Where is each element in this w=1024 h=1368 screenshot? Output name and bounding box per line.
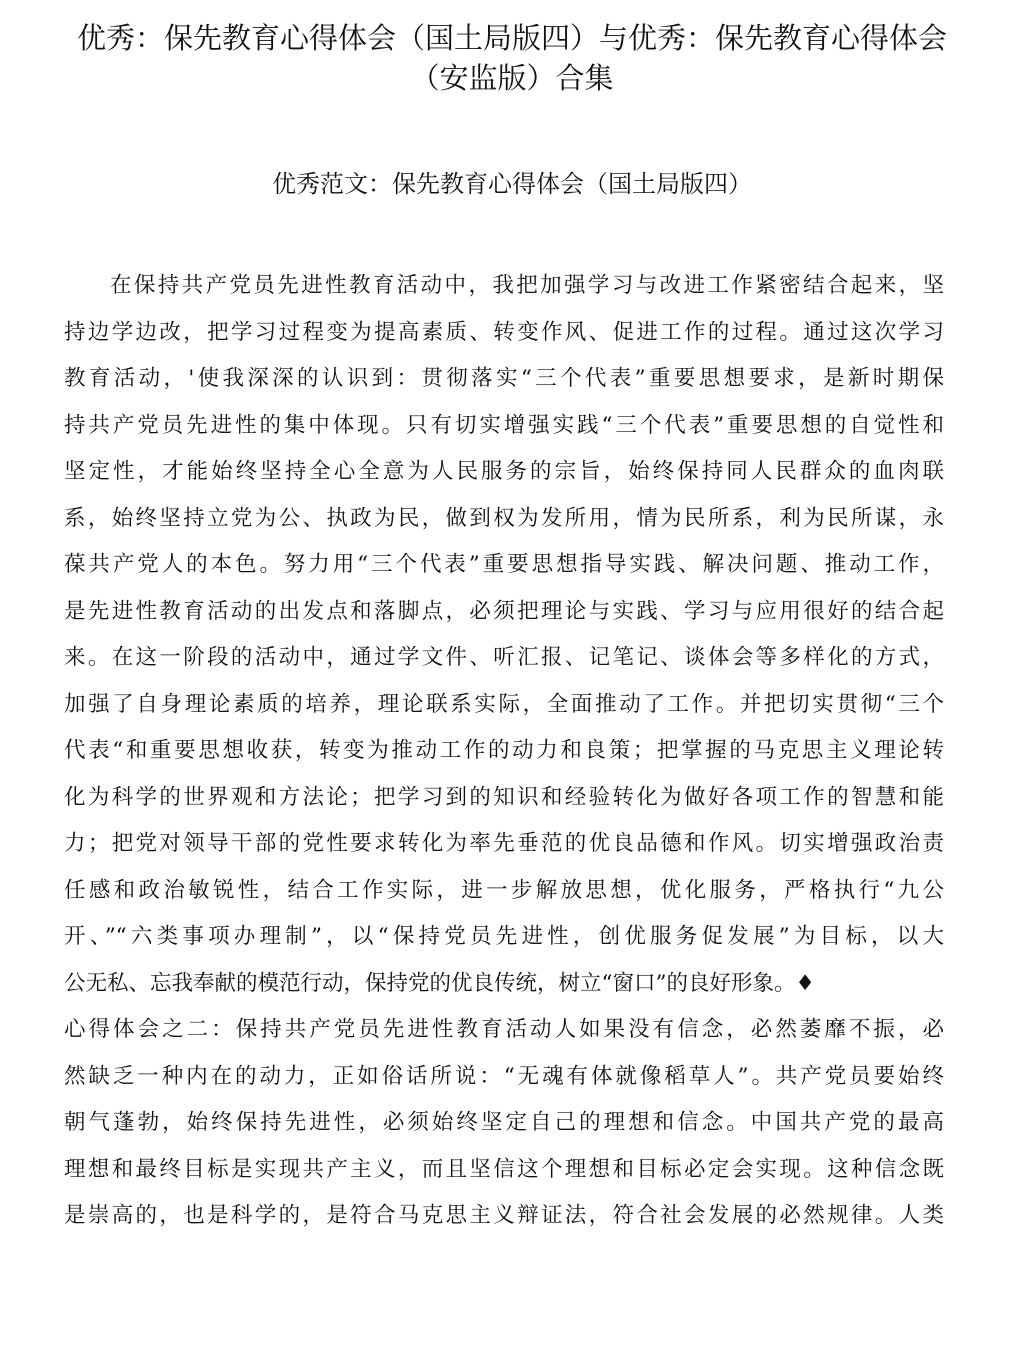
body-line: 任感和政治敏锐性，结合工作实际，进一步解放思想，优化服务，严格执行“九公	[64, 877, 944, 903]
body-line: 系，始终坚持立党为公、执政为民，做到权为发所用，情为民所系，利为民所谋，永	[64, 505, 944, 531]
body-line: 加强了自身理论素质的培养，理论联系实际，全面推动了工作。并把切实贯彻“三个	[64, 691, 944, 717]
body-line: 代表“和重要思想收获，转变为推动工作的动力和良策；把掌握的马克思主义理论转	[64, 738, 944, 763]
body-line: 力；把党对领导干部的党性要求转化为率先垂范的优良品德和作风。切实增强政治责	[64, 831, 944, 856]
body-line: 化为科学的世界观和方法论；把学习到的知识和经验转化为做好各项工作的智慧和能	[64, 784, 944, 810]
body-line: 持共产党员先进性的集中体现。只有切实增强实践“三个代表”重要思想的自觉性和	[64, 412, 944, 438]
body-line: 来。在这一阶段的活动中，通过学文件、听汇报、记笔记、谈体会等多样化的方式，	[64, 645, 944, 670]
body-line: 在保持共产党员先进性教育活动中，我把加强学习与改进工作紧密结合起来，坚	[110, 273, 944, 298]
body-line: 朝气蓬勃，始终保持先进性，必须始终坚定自己的理想和信念。中国共产党的最高	[64, 1110, 944, 1135]
body-line: 理想和最终目标是实现共产主义，而且坚信这个理想和目标必定会实现。这种信念既	[64, 1156, 944, 1182]
body-text	[64, 268, 944, 1245]
document-title	[40, 18, 984, 98]
body-line: 是先进性教育活动的出发点和落脚点，必须把理论与实践、学习与应用很好的结合起	[64, 598, 944, 624]
body-line: 持边学边改，把学习过程变为提高素质、转变作风、促进工作的过程。通过这次学习	[64, 319, 944, 345]
body-line: 是崇高的，也是科学的，是符合马克思主义辩证法，符合社会发展的必然规律。人类	[64, 1203, 944, 1228]
document-title-line-1: 优秀：保先教育心得体会（国土局版四）与优秀：保先教育心得体会	[76, 21, 947, 55]
body-line: 开、”“六类事项办理制”，以“保持党员先进性，创优服务促发展”为目标，以大	[64, 924, 944, 949]
body-line: 教育活动，'使我深深的认识到：贯彻落实“三个代表”重要思想要求，是新时期保	[64, 366, 944, 391]
body-line: 心得体会之二：保持共产党员先进性教育活动人如果没有信念，必然萎靡不振，必	[64, 1017, 944, 1042]
body-line: 然缺乏一种内在的动力，正如俗话所说：“无魂有体就像稻草人”。共产党员要始终	[64, 1063, 944, 1089]
section-title: 优秀范文：保先教育心得体会（国土局版四）	[272, 170, 752, 198]
body-line: 葆共产党人的本色。努力用“三个代表”重要思想指导实践、解决问题、推动工作，	[64, 552, 944, 577]
body-line: 坚定性，才能始终坚持全心全意为人民服务的宗旨，始终保持同人民群众的血肉联	[64, 459, 944, 484]
body-line: 公无私、忘我奉献的模范行动，保持党的优良传统，树立“窗口”的良好形象。♦	[64, 970, 815, 996]
document-title-line-2: （安监版）合集	[410, 61, 614, 95]
